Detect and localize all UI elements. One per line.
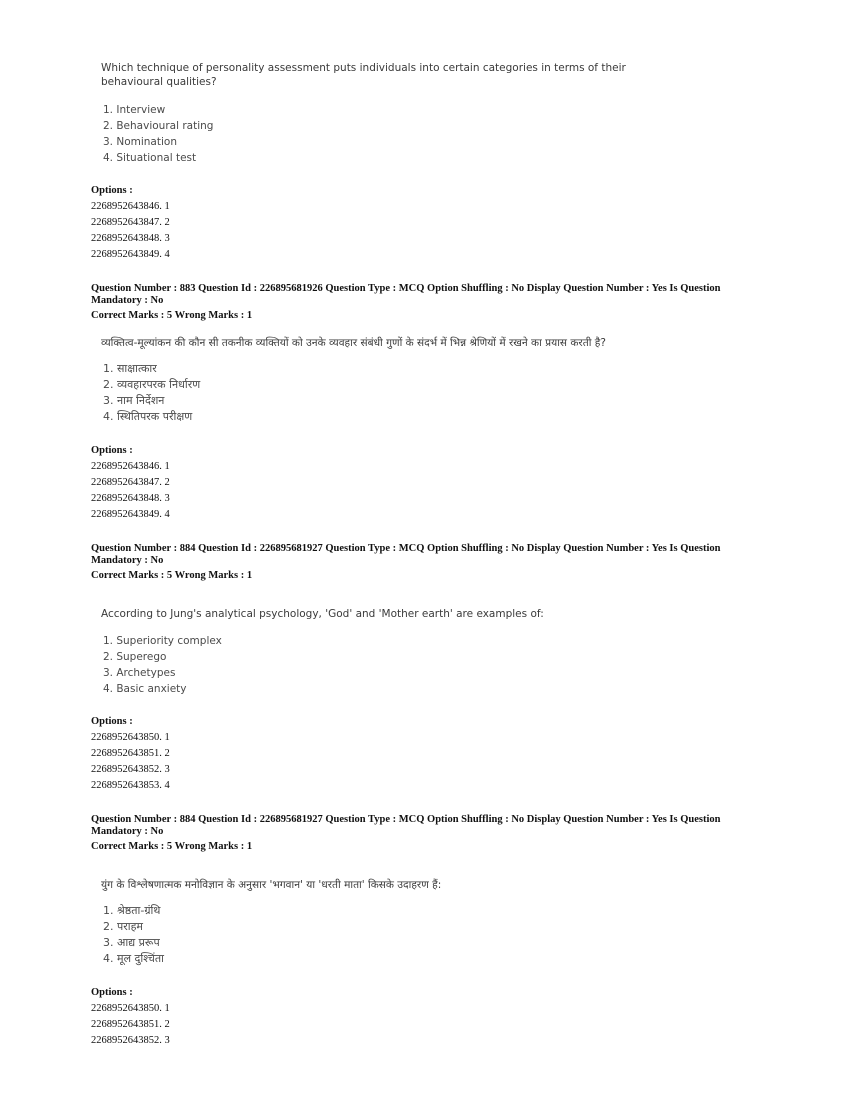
answer-choice: 4. मूल दुश्चिंता: [103, 952, 164, 965]
question-text: According to Jung's analytical psychology, 'God' and 'Mother earth' are examples of:: [101, 608, 544, 620]
option-id: 2268952643850. 1: [91, 1003, 170, 1014]
answer-choice: 2. पराहम: [103, 920, 144, 933]
question-text: व्यक्तित्व-मूल्यांकन की कौन सी तकनीक व्यक्तियों को उनके व्यवहार संबंधी गुणों के संदर्भ में भिन्न श्रेणियों में रखने का प्रयास करती है?: [101, 337, 606, 349]
options-label: Options :: [91, 445, 133, 456]
option-id: 2268952643853. 4: [91, 780, 170, 791]
answer-choice: 4. Basic anxiety: [103, 683, 187, 695]
answer-choice: 4. स्थितिपरक परीक्षण: [103, 410, 193, 423]
option-id: 2268952643850. 1: [91, 732, 170, 743]
option-id: 2268952643852. 3: [91, 764, 170, 775]
answer-choice: 3. नाम निर्देशन: [103, 394, 165, 407]
option-id: 2268952643847. 2: [91, 217, 170, 228]
options-label: Options :: [91, 185, 133, 196]
marks-line: Correct Marks : 5 Wrong Marks : 1: [91, 570, 253, 581]
question-meta: Question Number : 884 Question Id : 226895681927 Question Type : MCQ Option Shuffling : No Display Question Number : Yes Is Question Mandatory : No: [91, 543, 721, 566]
answer-choice: 4. Situational test: [103, 152, 197, 164]
option-id: 2268952643848. 3: [91, 233, 170, 244]
option-id: 2268952643851. 2: [91, 1019, 170, 1030]
option-id: 2268952643849. 4: [91, 509, 170, 520]
answer-choice: 3. आद्य प्ररूप: [103, 936, 160, 949]
options-label: Options :: [91, 716, 133, 727]
answer-choice: 1. Interview: [103, 104, 166, 116]
answer-choice: 1. साक्षात्कार: [103, 362, 157, 375]
option-id: 2268952643846. 1: [91, 461, 170, 472]
option-id: 2268952643848. 3: [91, 493, 170, 504]
answer-choice: 3. Archetypes: [103, 667, 176, 679]
answer-choice: 2. व्यवहारपरक निर्धारण: [103, 378, 201, 391]
answer-choice: 2. Behavioural rating: [103, 120, 214, 132]
answer-choice: 1. श्रेष्ठता-ग्रंथि: [103, 904, 161, 917]
question-meta: Question Number : 883 Question Id : 226895681926 Question Type : MCQ Option Shuffling : No Display Question Number : Yes Is Question Mandatory : No: [91, 283, 721, 306]
options-label: Options :: [91, 987, 133, 998]
question-text: युंग के विश्लेषणात्मक मनोविज्ञान के अनुसार 'भगवान' या 'धरती माता' किसके उदाहरण हैं:: [101, 879, 442, 891]
question-text: Which technique of personality assessment puts individuals into certain categories in terms of their behavioural qualities?: [101, 62, 626, 88]
question-meta: Question Number : 884 Question Id : 226895681927 Question Type : MCQ Option Shuffling : No Display Question Number : Yes Is Question Mandatory : No: [91, 814, 721, 837]
option-id: 2268952643852. 3: [91, 1035, 170, 1046]
option-id: 2268952643846. 1: [91, 201, 170, 212]
option-id: 2268952643849. 4: [91, 249, 170, 260]
answer-choice: 2. Superego: [103, 651, 167, 663]
answer-choice: 3. Nomination: [103, 136, 177, 148]
marks-line: Correct Marks : 5 Wrong Marks : 1: [91, 310, 253, 321]
option-id: 2268952643851. 2: [91, 748, 170, 759]
marks-line: Correct Marks : 5 Wrong Marks : 1: [91, 841, 253, 852]
option-id: 2268952643847. 2: [91, 477, 170, 488]
answer-choice: 1. Superiority complex: [103, 635, 222, 647]
